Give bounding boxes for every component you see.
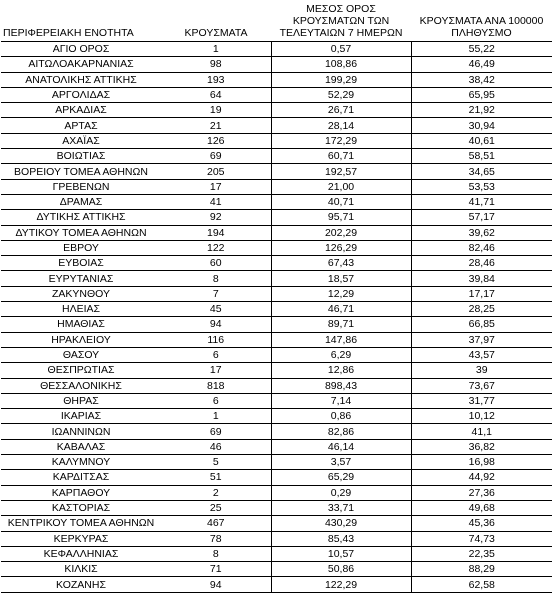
avg-7-days-cell: 147,86 [271, 332, 411, 347]
cases-cell: 6 [161, 393, 271, 408]
avg-7-days-cell: 52,29 [271, 87, 411, 102]
table-body [1, 42, 552, 593]
avg-7-days-cell: 126,29 [271, 240, 411, 255]
avg-7-days-cell: 0,57 [271, 42, 411, 57]
table-row [1, 516, 552, 531]
cases-cell: 8 [161, 271, 271, 286]
cases-cell: 25 [161, 500, 271, 515]
header-avg-line-3: ΤΕΛΕΥΤΑΙΩΝ 7 ΗΜΕΡΩΝ [279, 27, 403, 39]
table-row [1, 546, 552, 561]
cases-cell: 17 [161, 179, 271, 194]
region-cell: ΑΡΤΑΣ [1, 118, 161, 133]
avg-7-days-cell: 12,86 [271, 363, 411, 378]
rate-per-100000-cell: 30,94 [411, 118, 552, 133]
rate-per-100000-cell: 45,36 [411, 516, 552, 531]
rate-per-100000-cell: 10,12 [411, 409, 552, 424]
region-cell: ΘΕΣΠΡΩΤΙΑΣ [1, 363, 161, 378]
rate-per-100000-cell: 62,58 [411, 577, 552, 592]
avg-7-days-cell: 0,86 [271, 409, 411, 424]
rate-per-100000-cell: 57,17 [411, 210, 552, 225]
rate-per-100000-cell: 44,92 [411, 470, 552, 485]
region-cell: ΕΒΡΟΥ [1, 240, 161, 255]
table-row [1, 317, 552, 332]
cases-cell: 122 [161, 240, 271, 255]
table-row [1, 439, 552, 454]
table-row [1, 393, 552, 408]
avg-7-days-cell: 46,14 [271, 439, 411, 454]
region-cell: ΗΜΑΘΙΑΣ [1, 317, 161, 332]
region-cell: ΚΕΡΚΥΡΑΣ [1, 531, 161, 546]
rate-per-100000-cell: 88,29 [411, 562, 552, 577]
avg-7-days-cell: 21,00 [271, 179, 411, 194]
rate-per-100000-cell: 55,22 [411, 42, 552, 57]
avg-7-days-cell: 65,29 [271, 470, 411, 485]
table-row [1, 225, 552, 240]
rate-per-100000-cell: 58,51 [411, 149, 552, 164]
rate-per-100000-cell: 39,84 [411, 271, 552, 286]
cases-cell: 7 [161, 286, 271, 301]
cases-cell: 19 [161, 103, 271, 118]
avg-7-days-cell: 28,14 [271, 118, 411, 133]
cases-cell: 46 [161, 439, 271, 454]
header-rate-line-2: ΠΛΗΘΥΣΜΟ [451, 27, 512, 39]
region-cell: ΚΟΖΑΝΗΣ [1, 577, 161, 592]
avg-7-days-cell: 430,29 [271, 516, 411, 531]
region-cell: ΑΡΓΟΛΙΔΑΣ [1, 87, 161, 102]
table-row [1, 286, 552, 301]
header-avg-line-1: ΜΕΣΟΣ ΟΡΟΣ [306, 3, 376, 15]
cases-cell: 116 [161, 332, 271, 347]
region-cell: ΑΧΑΪΑΣ [1, 133, 161, 148]
region-cell: ΚΑΡΠΑΘΟΥ [1, 485, 161, 500]
region-cell: ΔΥΤΙΚΗΣ ΑΤΤΙΚΗΣ [1, 210, 161, 225]
cases-table [1, 0, 552, 593]
table-row [1, 42, 552, 57]
table-row [1, 57, 552, 72]
region-cell: ΚΑΛΥΜΝΟΥ [1, 455, 161, 470]
cases-cell: 71 [161, 562, 271, 577]
rate-per-100000-cell: 21,92 [411, 103, 552, 118]
table-row [1, 378, 552, 393]
cases-cell: 6 [161, 347, 271, 362]
avg-7-days-cell: 95,71 [271, 210, 411, 225]
avg-7-days-cell: 7,14 [271, 393, 411, 408]
rate-per-100000-cell: 74,73 [411, 531, 552, 546]
region-cell: ΚΙΛΚΙΣ [1, 562, 161, 577]
table-row [1, 577, 552, 592]
rate-per-100000-cell: 82,46 [411, 240, 552, 255]
table-row [1, 194, 552, 209]
table-row [1, 256, 552, 271]
region-cell: ΒΟΙΩΤΙΑΣ [1, 149, 161, 164]
header-rate-line-1: ΚΡΟΥΣΜΑΤΑ ΑΝΑ 100000 [419, 15, 544, 27]
rate-per-100000-cell: 17,17 [411, 286, 552, 301]
region-cell: ΓΡΕΒΕΝΩΝ [1, 179, 161, 194]
rate-per-100000-cell: 38,42 [411, 72, 552, 87]
avg-7-days-cell: 82,86 [271, 424, 411, 439]
table-row [1, 562, 552, 577]
table-row [1, 87, 552, 102]
avg-7-days-cell: 46,71 [271, 302, 411, 317]
avg-7-days-cell: 192,57 [271, 164, 411, 179]
header-row [1, 0, 552, 42]
table-row [1, 271, 552, 286]
cases-cell: 45 [161, 302, 271, 317]
region-cell: ΗΛΕΙΑΣ [1, 302, 161, 317]
table-row [1, 118, 552, 133]
avg-7-days-cell: 3,57 [271, 455, 411, 470]
avg-7-days-cell: 85,43 [271, 531, 411, 546]
table-row [1, 470, 552, 485]
table-row [1, 455, 552, 470]
avg-7-days-cell: 18,57 [271, 271, 411, 286]
header-cases: ΚΡΟΥΣΜΑΤΑ [161, 0, 271, 42]
region-cell: ΑΡΚΑΔΙΑΣ [1, 103, 161, 118]
avg-7-days-cell: 122,29 [271, 577, 411, 592]
avg-7-days-cell: 108,86 [271, 57, 411, 72]
region-cell: ΔΥΤΙΚΟΥ ΤΟΜΕΑ ΑΘΗΝΩΝ [1, 225, 161, 240]
rate-per-100000-cell: 46,49 [411, 57, 552, 72]
cases-cell: 69 [161, 424, 271, 439]
region-cell: ΖΑΚΥΝΘΟΥ [1, 286, 161, 301]
rate-per-100000-cell: 73,67 [411, 378, 552, 393]
table-row [1, 332, 552, 347]
header-region: ΠΕΡΙΦΕΡΕΙΑΚΗ ΕΝΟΤΗΤΑ [1, 0, 161, 42]
rate-per-100000-cell: 22,35 [411, 546, 552, 561]
cases-cell: 193 [161, 72, 271, 87]
cases-cell: 41 [161, 194, 271, 209]
avg-7-days-cell: 10,57 [271, 546, 411, 561]
rate-per-100000-cell: 53,53 [411, 179, 552, 194]
region-cell: ΙΚΑΡΙΑΣ [1, 409, 161, 424]
table-row [1, 179, 552, 194]
cases-cell: 92 [161, 210, 271, 225]
avg-7-days-cell: 40,71 [271, 194, 411, 209]
rate-per-100000-cell: 34,65 [411, 164, 552, 179]
cases-cell: 17 [161, 363, 271, 378]
region-cell: ΑΙΤΩΛΟΑΚΑΡΝΑΝΙΑΣ [1, 57, 161, 72]
rate-per-100000-cell: 28,46 [411, 256, 552, 271]
cases-cell: 51 [161, 470, 271, 485]
region-cell: ΗΡΑΚΛΕΙΟΥ [1, 332, 161, 347]
header-rate-per-100000 [411, 0, 552, 42]
avg-7-days-cell: 67,43 [271, 256, 411, 271]
rate-per-100000-cell: 41,71 [411, 194, 552, 209]
cases-cell: 69 [161, 149, 271, 164]
region-cell: ΚΕΝΤΡΙΚΟΥ ΤΟΜΕΑ ΑΘΗΝΩΝ [1, 516, 161, 531]
cases-cell: 467 [161, 516, 271, 531]
table-row [1, 531, 552, 546]
cases-cell: 1 [161, 409, 271, 424]
rate-per-100000-cell: 36,82 [411, 439, 552, 454]
rate-per-100000-cell: 39 [411, 363, 552, 378]
avg-7-days-cell: 202,29 [271, 225, 411, 240]
table-row [1, 133, 552, 148]
table-row [1, 409, 552, 424]
table-row [1, 500, 552, 515]
region-cell: ΑΓΙΟ ΟΡΟΣ [1, 42, 161, 57]
avg-7-days-cell: 50,86 [271, 562, 411, 577]
table-row [1, 347, 552, 362]
cases-cell: 94 [161, 577, 271, 592]
region-cell: ΔΡΑΜΑΣ [1, 194, 161, 209]
rate-per-100000-cell: 66,85 [411, 317, 552, 332]
cases-cell: 5 [161, 455, 271, 470]
rate-per-100000-cell: 16,98 [411, 455, 552, 470]
region-cell: ΙΩΑΝΝΙΝΩΝ [1, 424, 161, 439]
avg-7-days-cell: 26,71 [271, 103, 411, 118]
region-cell: ΚΑΡΔΙΤΣΑΣ [1, 470, 161, 485]
cases-cell: 94 [161, 317, 271, 332]
region-cell: ΕΥΒΟΙΑΣ [1, 256, 161, 271]
avg-7-days-cell: 60,71 [271, 149, 411, 164]
avg-7-days-cell: 0,29 [271, 485, 411, 500]
rate-per-100000-cell: 37,97 [411, 332, 552, 347]
table-row [1, 72, 552, 87]
cases-cell: 2 [161, 485, 271, 500]
region-cell: ΘΗΡΑΣ [1, 393, 161, 408]
region-cell: ΒΟΡΕΙΟΥ ΤΟΜΕΑ ΑΘΗΝΩΝ [1, 164, 161, 179]
cases-cell: 126 [161, 133, 271, 148]
rate-per-100000-cell: 65,95 [411, 87, 552, 102]
table-row [1, 424, 552, 439]
table-row [1, 302, 552, 317]
table-row [1, 149, 552, 164]
cases-cell: 818 [161, 378, 271, 393]
region-cell: ΕΥΡΥΤΑΝΙΑΣ [1, 271, 161, 286]
rate-per-100000-cell: 31,77 [411, 393, 552, 408]
header-avg-line-2: ΚΡΟΥΣΜΑΤΩΝ ΤΩΝ [292, 15, 390, 27]
avg-7-days-cell: 6,29 [271, 347, 411, 362]
cases-cell: 194 [161, 225, 271, 240]
cases-cell: 64 [161, 87, 271, 102]
avg-7-days-cell: 12,29 [271, 286, 411, 301]
cases-cell: 78 [161, 531, 271, 546]
table-row [1, 164, 552, 179]
cases-cell: 205 [161, 164, 271, 179]
table-row [1, 363, 552, 378]
cases-cell: 8 [161, 546, 271, 561]
region-cell: ΚΑΣΤΟΡΙΑΣ [1, 500, 161, 515]
table-row [1, 240, 552, 255]
region-cell: ΚΕΦΑΛΛΗΝΙΑΣ [1, 546, 161, 561]
rate-per-100000-cell: 28,25 [411, 302, 552, 317]
avg-7-days-cell: 33,71 [271, 500, 411, 515]
cases-cell: 1 [161, 42, 271, 57]
rate-per-100000-cell: 43,57 [411, 347, 552, 362]
region-cell: ΘΑΣΟΥ [1, 347, 161, 362]
avg-7-days-cell: 199,29 [271, 72, 411, 87]
cases-cell: 21 [161, 118, 271, 133]
rate-per-100000-cell: 39,62 [411, 225, 552, 240]
rate-per-100000-cell: 40,61 [411, 133, 552, 148]
region-cell: ΘΕΣΣΑΛΟΝΙΚΗΣ [1, 378, 161, 393]
region-cell: ΑΝΑΤΟΛΙΚΗΣ ΑΤΤΙΚΗΣ [1, 72, 161, 87]
rate-per-100000-cell: 41,1 [411, 424, 552, 439]
cases-cell: 98 [161, 57, 271, 72]
avg-7-days-cell: 172,29 [271, 133, 411, 148]
table-row [1, 210, 552, 225]
rate-per-100000-cell: 27,36 [411, 485, 552, 500]
header-avg-7-days [271, 0, 411, 42]
region-cell: ΚΑΒΑΛΑΣ [1, 439, 161, 454]
table-row [1, 485, 552, 500]
rate-per-100000-cell: 49,68 [411, 500, 552, 515]
table-row [1, 103, 552, 118]
cases-cell: 60 [161, 256, 271, 271]
avg-7-days-cell: 898,43 [271, 378, 411, 393]
avg-7-days-cell: 89,71 [271, 317, 411, 332]
